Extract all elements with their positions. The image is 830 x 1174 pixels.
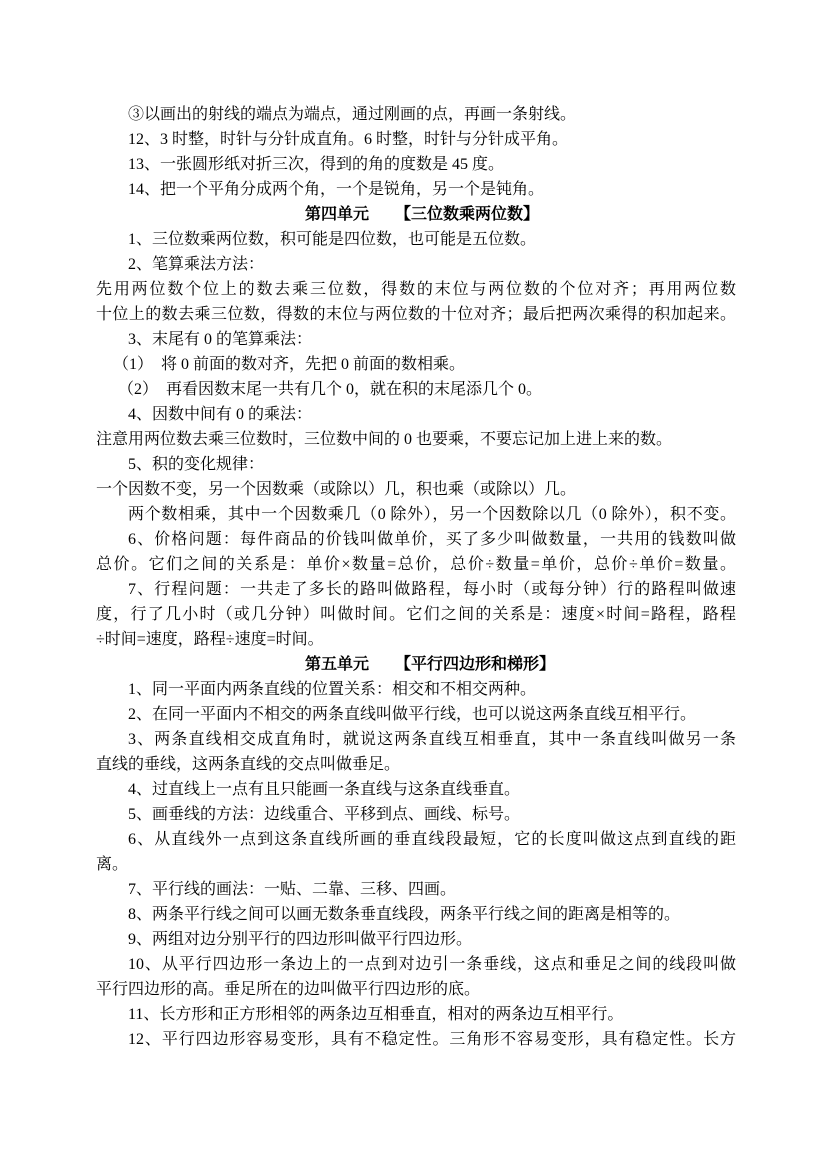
text-line: ÷时间=速度，路程÷速度=时间。 bbox=[96, 631, 324, 648]
text-line: 14、把一个平角分成两个角，一个是锐角，另一个是钝角。 bbox=[128, 181, 545, 198]
text-line: 12、平行四边形容易变形，具有不稳定性。三角形不容易变形，具有稳定性。长方 bbox=[128, 1031, 736, 1048]
text-line: 离。 bbox=[96, 856, 129, 873]
section-heading-unit5 bbox=[96, 652, 736, 677]
text-line: 11、长方形和正方形相邻的两条边互相垂直，相对的两条边互相平行。 bbox=[128, 1006, 624, 1023]
text-line: 5、画垂线的方法：边线重合、平移到点、画线、标号。 bbox=[128, 806, 521, 823]
text-line: 5、积的变化规律： bbox=[128, 456, 265, 473]
text-line: 13、一张圆形纸对折三次，得到的角的度数是 45 度。 bbox=[128, 156, 505, 173]
section-heading-title: 第四单元 bbox=[305, 206, 370, 223]
text-line: ③以画出的射线的端点为端点，通过刚画的点，再画一条射线。 bbox=[128, 106, 577, 123]
section-heading-unit4 bbox=[96, 202, 736, 227]
text-line: 12、3 时整，时针与分针成直角。6 时整，时针与分针成平角。 bbox=[128, 131, 569, 148]
page-body bbox=[96, 102, 736, 1052]
text-line: 直线的垂线，这两条直线的交点叫做垂足。 bbox=[96, 756, 401, 773]
section-heading-subtitle: 【三位数乘两位数】 bbox=[395, 206, 540, 223]
text-line: 1、三位数乘两位数，积可能是四位数，也可能是五位数。 bbox=[128, 231, 537, 248]
text-line: 两个数相乘，其中一个因数乘几（0 除外），另一个因数除以几（0 除外），积不变。 bbox=[128, 506, 736, 523]
text-line: 先用两位数个位上的数去乘三位数，得数的末位与两位数的个位对齐；再用两位数 bbox=[96, 281, 736, 298]
text-line: 9、两组对边分别平行的四边形叫做平行四边形。 bbox=[128, 931, 473, 948]
section-heading-title: 第五单元 bbox=[305, 656, 370, 673]
text-line: 2、笔算乘法方法： bbox=[128, 256, 265, 273]
text-line: 一个因数不变，另一个因数乘（或除以）几，积也乘（或除以）几。 bbox=[96, 481, 577, 498]
text-line: （2） 再看因数末尾一共有几个 0，就在积的末尾添几个 0。 bbox=[118, 381, 543, 398]
text-line: 10、从平行四边形一条边上的一点到对边引一条垂线，这点和垂足之间的线段叫做 bbox=[128, 956, 736, 973]
text-line: （1） 将 0 前面的数对齐，先把 0 前面的数相乘。 bbox=[113, 356, 466, 373]
text-line: 3、两条直线相交成直角时，就说这两条直线互相垂直，其中一条直线叫做另一条 bbox=[128, 731, 736, 748]
text-line: 度，行了几小时（或几分钟）叫做时间。它们之间的关系是：速度×时间=路程，路程 bbox=[96, 606, 736, 623]
text-line: 7、行程问题：一共走了多长的路叫做路程，每小时（或每分钟）行的路程叫做速 bbox=[128, 581, 736, 598]
text-line: 总价。它们之间的关系是：单价×数量=总价，总价÷数量=单价，总价÷单价=数量。 bbox=[96, 556, 736, 573]
text-line: 6、从直线外一点到这条直线所画的垂直线段最短，它的长度叫做这点到直线的距 bbox=[128, 831, 736, 848]
text-line: 8、两条平行线之间可以画无数条垂直线段，两条平行线之间的距离是相等的。 bbox=[128, 906, 681, 923]
text-line: 2、在同一平面内不相交的两条直线叫做平行线，也可以说这两条直线互相平行。 bbox=[128, 706, 697, 723]
text-line: 十位上的数去乘三位数，得数的末位与两位数的十位对齐；最后把两次乘得的积加起来。 bbox=[96, 306, 736, 323]
text-line: 1、同一平面内两条直线的位置关系：相交和不相交两种。 bbox=[128, 681, 537, 698]
text-line: 7、平行线的画法：一贴、二靠、三移、四画。 bbox=[128, 881, 457, 898]
text-line: 6、价格问题：每件商品的价钱叫做单价，买了多少叫做数量，一共用的钱数叫做 bbox=[128, 531, 736, 548]
text-line: 3、末尾有 0 的笔算乘法： bbox=[128, 331, 313, 348]
text-line: 平行四边形的高。垂足所在的边叫做平行四边形的底。 bbox=[96, 981, 481, 998]
text-line: 4、过直线上一点有且只能画一条直线与这条直线垂直。 bbox=[128, 781, 521, 798]
text-line: 注意用两位数去乘三位数时，三位数中间的 0 也要乘，不要忘记加上进上来的数。 bbox=[96, 431, 673, 448]
section-heading-subtitle: 【平行四边形和梯形】 bbox=[395, 656, 556, 673]
text-line: 4、因数中间有 0 的乘法： bbox=[128, 406, 313, 423]
